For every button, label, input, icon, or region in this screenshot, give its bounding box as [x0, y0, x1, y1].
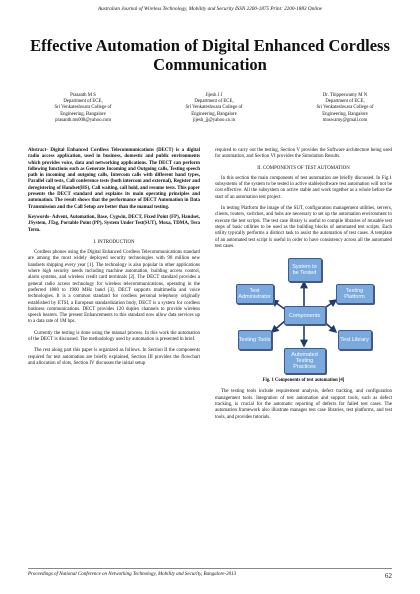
intro-paragraph: The rest along part this paper is organized as follows. In Section II the components required for test automation are briefly explained, Section III provides the flowchart and allocation of slots, Section IV discusses the initial setup: [28, 348, 200, 366]
author-dept: Department of ECE,: [63, 99, 103, 105]
section-heading-introduction: I. INTRODUCTION: [93, 239, 135, 245]
page-number: 62: [385, 572, 392, 580]
proceedings-text: Proceedings of National Conference on Networking Technology, Mobility and Security, Bangalore-2013: [28, 572, 237, 577]
author-dept: Department of ECE,: [325, 99, 365, 105]
test-administrator-box: Test Administrator: [236, 284, 274, 304]
abstract: Abstract- Digital Enhanced Cordless Telecommunications (DECT) is a digital radio access application, used in business, domestic and public environments which provides voice, data and networking applications. The DECT can perform following functions such as Generate Incoming and Outgoing calls, Testing speech path in incoming and outgoing calls, Intercom calls with different hand types, Parallel call tests, Call conference tests (both intercom and external), Register and deregistering of Handset(HS), Call waiting, call hold, and resume tests. This paper presents the DECT standard and explains its main operating principles and automation. The result shows that the performance of DECT Automation in Data Transmission and the Call Setup are better than the manual testing.: [28, 148, 200, 210]
author-email: mnswamy@gmail.com: [322, 117, 368, 123]
section-heading-components: II. COMPONENTS OF TEST AUTOMATION: [257, 165, 350, 171]
right-column: [215, 148, 392, 426]
author-inst: Sri Venkateshwara College of: [185, 105, 243, 111]
author-email: prasanth.ms008@yahoo.com: [55, 117, 111, 123]
keywords: Keywords- Advent, Automation, Base, Cygwin, DECT, Fixed Point (FP), Handset, JSystem, JTag, Portable Point (PP), System Under Test(SUT), Moxa, TDMA, Tera Term.: [28, 214, 200, 233]
author-name: Dr. Thippeswamy M N: [322, 93, 368, 98]
author-name: Jijesh J J: [205, 93, 223, 98]
intro-paragraph: Cordless phones using the Digital Enhanced Cordless Telecommunications standard are among the most widely deployed security technologies with 90 million new handsets shipping every year [1]. The technology is also popular in other applications where high security needs including machine automation, building access control, alarm systems, and wireless credit card terminals [2]. The DECT standard provides a general radio access technology for wireless telecommunications, operating in the preferred 1880 to 1900 MHz band [3]. DECT supports multimedia and voice technologies. It is a common standard for cordless personal telephony originally established by ETSI, a European standardization body, DECT is a system for cordless business communications. DECT provides 120 duplex channels to provide wireless speech bearers. The present Enhancements to this standard now allow data services up to a data rate of 1M bps.: [28, 250, 200, 325]
testing-platform-box: Testing Platform: [336, 284, 374, 304]
author-place: Engineering, Bangalore: [191, 111, 237, 117]
test-library-box: Test Library: [338, 330, 372, 350]
body-paragraph: required to carry out the testing, Section V provides the Software architecture being used for automation, and Section VI provides the Simulation Results.: [215, 148, 392, 160]
figure-caption: Fig. 1 Components of test automation [4]: [262, 378, 345, 384]
author-place: Engineering, Bangalore: [60, 111, 106, 117]
author-place: Engineering, Bangalore: [322, 111, 368, 117]
body-paragraph: The testing tools include requirement analysis, defect tracking, and configuration management tools. Integration of test automation and support tools, such as defect tracking, is crucial for the automatic reporting of defects for failed test cases. The automation framework also illustrate manages test case libraries, test platforms, and test tools, and provides tutorials.: [215, 389, 392, 420]
author-1: [28, 93, 138, 124]
author-3: [290, 93, 400, 124]
author-2: [159, 93, 269, 124]
components-diagram: [234, 256, 374, 376]
testing-tools-box: Testing Tools: [238, 330, 272, 350]
paper-title: Effective Automation of Digital Enhanced Cordless Communication: [30, 36, 390, 74]
journal-header: Australian Journal of Wireless Technology, Mobility and Security ISSN 2200-1875 Print: 2200-1883 Online: [98, 6, 322, 12]
author-inst: Sri Venkateshwara College of: [316, 105, 374, 111]
author-dept: Department of ECE,: [194, 99, 234, 105]
author-name: Prasanth M S: [70, 93, 96, 98]
components-box: Components: [284, 306, 326, 325]
author-block: [28, 93, 400, 124]
author-inst: Sri Venkateshwara College of: [54, 105, 112, 111]
body-paragraph: In testing Platform the image of the SUT, configuration management utilities, servers, clients, routers, switches, and hubs are necessary to set up the automation environment to execute the test scripts. The test case library is useful to compile libraries of reusable test steps of basic utilities to be used as the building blocks of automated test scripts. Each utility typically performs a distinct task to assist the automation of test cases. A template of an automated test script is useful in order to have consistency across all the automated test cases.: [215, 206, 392, 249]
body-paragraph: In this section the main components of test automation are briefly discussed. In Fig.1 subsystems of the system to be tested in active stable(software test automation will not be cost effective. All the subsystem on active stable and work together as a whole before the start of an automation test project.: [215, 175, 392, 200]
system-to-be-tested-box: System to be Tested: [288, 258, 322, 282]
page-footer: [28, 568, 392, 580]
intro-paragraph: Currently the testing is done using the manual process. In this work the automation of the DECT is discussed. The methodology used by automation is presented in brief.: [28, 330, 200, 343]
author-email: jijesh_jj@yahoo.co.in: [192, 117, 236, 123]
automated-testing-practices-box: Automated Testing Practices: [284, 348, 326, 374]
left-column: [28, 148, 200, 372]
